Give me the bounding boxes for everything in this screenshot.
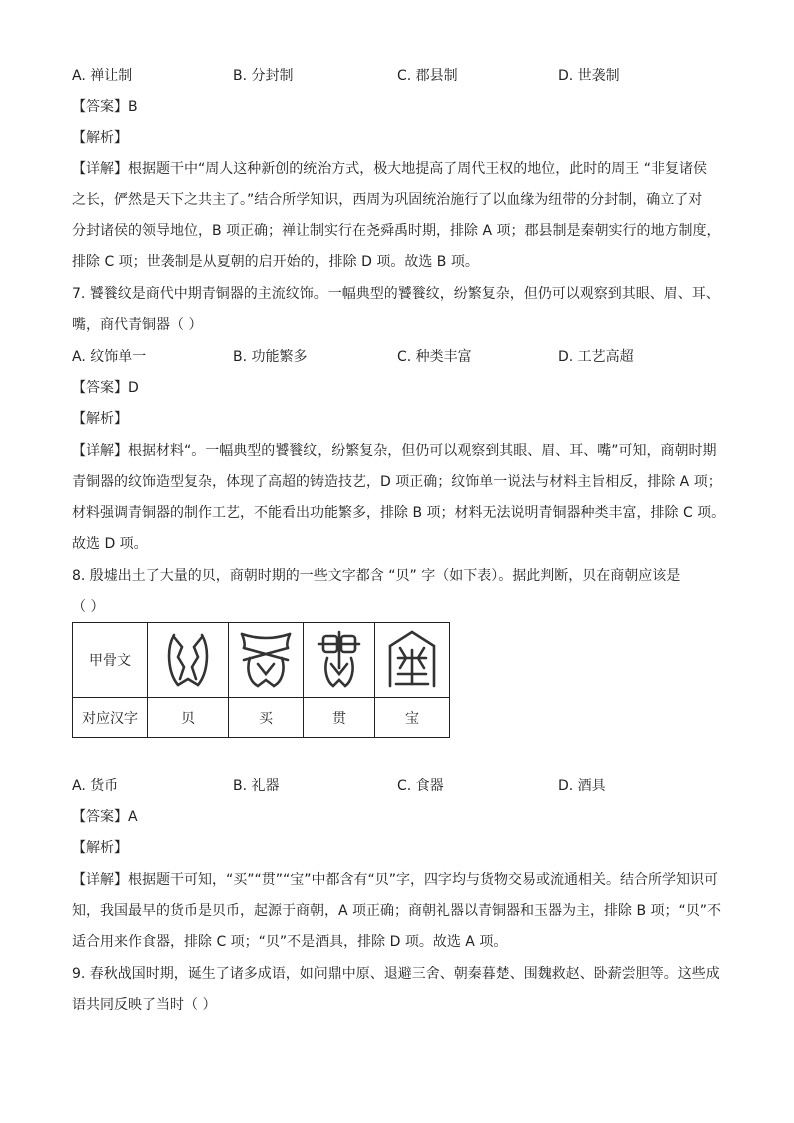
q8-stem-line: 8. 殷墟出土了大量的贝，商朝时期的一些文字都含 “贝” 字（如下表）。据此判断，贝在商朝应该是	[72, 568, 681, 584]
table-header-oracle: 甲骨文	[73, 623, 148, 698]
q8-option-c: C. 食器	[397, 778, 444, 794]
q7-detail-line: 材料强调青铜器的制作工艺，不能看出功能繁多，排除 B 项；材料无法说明青铜器种类丰富，排除 C 项。	[72, 505, 726, 521]
oracle-glyph-bao	[375, 623, 450, 698]
q7-option-d: D. 工艺高超	[558, 349, 634, 365]
q7-detail-line: 故选 D 项。	[72, 536, 148, 552]
q7-option-c: C. 种类丰富	[397, 349, 472, 365]
q7-stem-line: 7. 饕餮纹是商代中期青铜器的主流纹饰。一幅典型的饕餮纹，纷繁复杂，但仍可以观察到其眼、眉、耳、	[72, 286, 720, 302]
table-cell-hanzi: 宝	[375, 698, 450, 738]
table-cell-hanzi: 贯	[304, 698, 375, 738]
q6-option-b: B. 分封制	[233, 68, 294, 84]
q6-answer: 【答案】B	[72, 99, 138, 115]
q9-stem-line: 9. 春秋战国时期，诞生了诸多成语，如问鼎中原、退避三舍、朝秦暮楚、围魏救赵、卧薪尝胆等。这些成	[72, 966, 720, 982]
q8-option-d: D. 酒具	[558, 778, 606, 794]
q8-option-a: A. 货币	[72, 778, 119, 794]
oracle-bao-image	[382, 628, 442, 692]
oracle-guan-image	[313, 628, 365, 692]
q6-detail-line: 分封诸侯的领导地位，B 项正确；禅让制实行在尧舜禹时期，排除 A 项；郡县制是秦朝实行的地方制度，	[72, 223, 721, 239]
table-row	[73, 698, 450, 738]
oracle-bone-table	[72, 622, 450, 738]
q6-analysis-label: 【解析】	[72, 130, 128, 146]
q6-detail-line: 【详解】根据题干中“周人这种新创的统治方式，极大地提高了周代王权的地位，此时的周王 “非复诸侯	[72, 161, 707, 177]
q8-stem-line: （ ）	[72, 599, 105, 615]
table-cell-hanzi: 买	[229, 698, 304, 738]
q9-stem-line: 语共同反映了当时（ ）	[72, 997, 217, 1013]
q8-answer: 【答案】A	[72, 809, 138, 825]
q6-options	[72, 66, 722, 86]
table-header-hanzi: 对应汉字	[73, 698, 148, 738]
q7-stem-line: 嘴，商代青铜器（ ）	[72, 317, 203, 333]
q6-detail-line: 排除 C 项；世袭制是从夏朝的启开始的，排除 D 项。故选 B 项。	[72, 254, 479, 270]
q7-option-a: A. 纹饰单一	[72, 349, 147, 365]
q6-option-a: A. 禅让制	[72, 68, 133, 84]
q8-option-b: B. 礼器	[233, 778, 280, 794]
q6-option-d: D. 世袭制	[558, 68, 620, 84]
oracle-glyph-guan	[304, 623, 375, 698]
table-cell-hanzi: 贝	[148, 698, 229, 738]
q7-detail-line: 青铜器的纹饰造型复杂，体现了高超的铸造技艺，D 项正确；纹饰单一说法与材料主旨相反，排除 A 项；	[72, 474, 722, 490]
table-row	[73, 623, 450, 698]
q8-detail-line: 【详解】根据题干可知，“买”“贯”“宝”中都含有“贝”字，四字均与货物交易或流通相关。结合所学知识可	[72, 872, 719, 888]
q6-detail-line: 之长，俨然是天下之共主了。”结合所学知识，西周为巩固统治施行了以血缘为纽带的分封制，确立了对	[72, 192, 703, 208]
q7-option-b: B. 功能繁多	[233, 349, 308, 365]
q7-options	[72, 347, 722, 367]
q6-option-c: C. 郡县制	[397, 68, 458, 84]
q8-detail-line: 知，我国最早的货币是贝币，起源于商朝，A 项正确；商朝礼器以青铜器和玉器为主，排除 B 项；“贝”不	[72, 903, 722, 919]
oracle-bei-image	[160, 629, 216, 691]
q7-analysis-label: 【解析】	[72, 411, 128, 427]
oracle-glyph-bei	[148, 623, 229, 698]
q8-options	[72, 776, 722, 796]
q8-detail-line: 适合用来作食器，排除 C 项；“贝”不是酒具，排除 D 项。故选 A 项。	[72, 934, 508, 950]
oracle-mai-image	[236, 628, 296, 692]
q7-answer: 【答案】D	[72, 380, 139, 396]
q7-detail-line: 【详解】根据材料“。一幅典型的饕餮纹，纷繁复杂，但仍可以观察到其眼、眉、耳、嘴”可知，商朝时期	[72, 443, 717, 459]
oracle-glyph-mai	[229, 623, 304, 698]
q8-analysis-label: 【解析】	[72, 840, 128, 856]
